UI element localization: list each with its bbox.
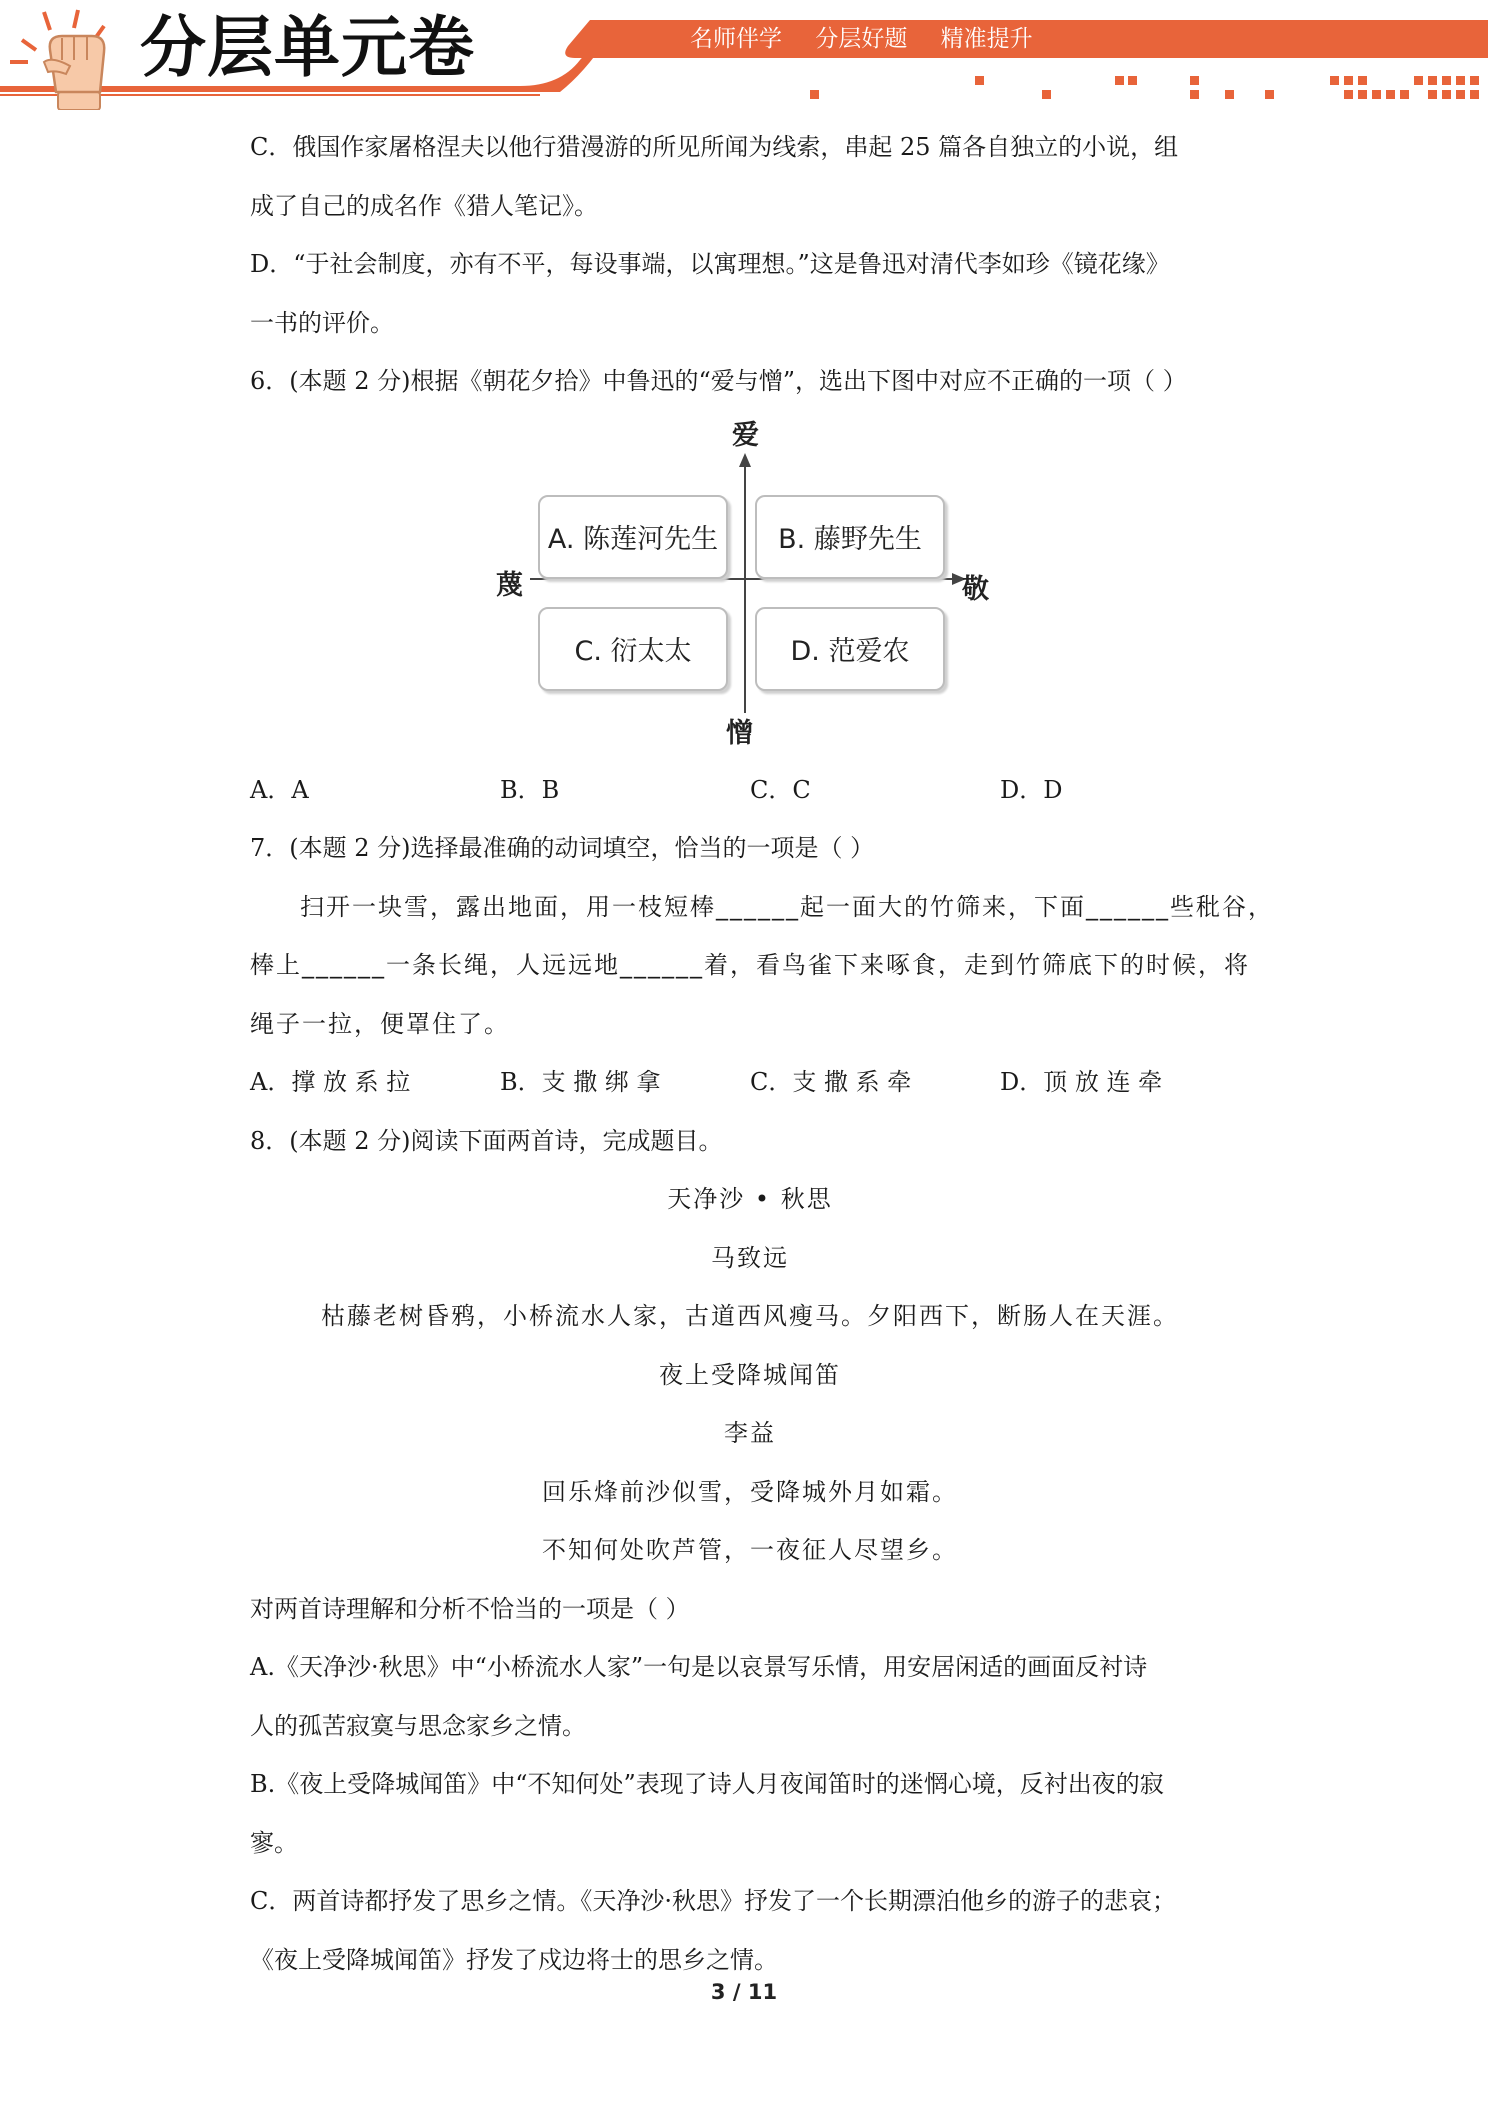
- poem2-line2: 不知何处吹芦管，一夜征人尽望乡。: [542, 1536, 958, 1564]
- brand-title: 分层单元卷: [140, 9, 475, 86]
- q6-option-a: A．A: [250, 775, 309, 804]
- q8-option-b-line2: 寥。: [250, 1828, 298, 1857]
- q6-option-d: D．D: [1000, 775, 1063, 804]
- header-pixel-pattern: [810, 76, 1479, 99]
- document-body: [250, 118, 1274, 1989]
- slogan-2: 分层好题: [815, 26, 908, 52]
- poem2-author: 李益: [724, 1419, 776, 1447]
- q5-option-d-line2: 一书的评价。: [250, 308, 394, 337]
- q7-option-b: B．支 撒 绑 拿: [500, 1068, 661, 1096]
- slogan-1: 名师伴学: [690, 26, 782, 52]
- q6-options: [250, 761, 1250, 820]
- vertical-arrow-icon: [739, 453, 751, 467]
- axis-label-bottom: 憎: [726, 717, 753, 749]
- q7-option-a: A．撑 放 系 拉: [250, 1068, 411, 1096]
- q7-options: [250, 1053, 1250, 1112]
- q8-option-b-line1: B.《夜上受降城闻笛》中“不知何处”表现了诗人月夜闻笛时的迷惘心境，反衬出夜的寂: [250, 1770, 1164, 1798]
- q8-stem: 8．(本题 2 分)阅读下面两首诗，完成题目。: [250, 1126, 723, 1155]
- q8-option-a-line1: A.《天净沙·秋思》中“小桥流水人家”一句是以哀景写乐情，用安居闲适的画面反衬诗: [250, 1653, 1148, 1681]
- quadrant-box-c: C. 衍太太: [538, 607, 728, 691]
- q7-option-d: D．顶 放 连 牵: [1000, 1068, 1163, 1096]
- love-hate-diagram: [250, 411, 1250, 761]
- q6-option-b: B．B: [500, 775, 560, 804]
- diagram-axes: [250, 411, 1250, 761]
- q8-option-c-line1: C．两首诗都抒发了思乡之情。《天净沙·秋思》抒发了一个长期漂泊他乡的游子的悲哀；: [250, 1887, 1176, 1915]
- q6-option-c: C．C: [750, 775, 811, 804]
- slogan-bar: [690, 24, 1059, 54]
- q7-passage-line3: 绳子一拉，便罩住了。: [250, 1009, 510, 1038]
- poem2-line1: 回乐烽前沙似雪，受降城外月如霜。: [542, 1477, 958, 1506]
- page-header: [0, 0, 1488, 110]
- quadrant-box-a: A. 陈莲河先生: [538, 495, 728, 579]
- q5-option-d-line1: D．“于社会制度，亦有不平，每设事端，以寓理想。”这是鲁迅对清代李如珍《镜花缘》: [250, 250, 1170, 278]
- quadrant-box-b: B. 藤野先生: [755, 495, 945, 579]
- q7-passage-line1: 扫开一块雪，露出地面，用一枝短棒______起一面大的竹筛来，下面______些秕谷，: [300, 892, 1274, 921]
- q7-passage-line2: 棒上______一条长绳，人远远地______着，看鸟雀下来啄食，走到竹筛底下的时候，将: [250, 951, 1250, 979]
- q8-option-a-line2: 人的孤苦寂寞与思念家乡之情。: [250, 1711, 586, 1740]
- q8-option-c-line2: 《夜上受降城闻笛》抒发了戍边将士的思乡之情。: [250, 1945, 778, 1974]
- axis-label-right: 敬: [962, 573, 989, 605]
- quadrant-box-d: D. 范爱农: [755, 607, 945, 691]
- axis-label-left: 蔑: [496, 569, 523, 601]
- poem1-author: 马致远: [711, 1243, 789, 1272]
- q5-option-c-line1: C．俄国作家屠格涅夫以他行猎漫游的所见所闻为线索，串起 25 篇各自独立的小说，组: [250, 133, 1179, 161]
- poem2-title: 夜上受降城闻笛: [659, 1360, 841, 1389]
- q8-question: 对两首诗理解和分析不恰当的一项是（ ）: [250, 1594, 690, 1623]
- poem1-line: 枯藤老树昏鸦，小桥流水人家，古道西风瘦马。夕阳西下，断肠人在天涯。: [321, 1302, 1179, 1330]
- page-number: 3 / 11: [710, 1980, 778, 2004]
- q5-option-c-line2: 成了自己的成名作《猎人笔记》。: [250, 191, 598, 220]
- q6-stem: 6．(本题 2 分)根据《朝花夕拾》中鲁迅的“爱与憎”，选出下图中对应不正确的一项（ ）: [250, 367, 1187, 395]
- axis-label-top: 爱: [732, 419, 759, 451]
- q7-option-c: C．支 撒 系 牵: [750, 1068, 912, 1096]
- slogan-3: 精准提升: [940, 26, 1033, 52]
- q7-stem: 7．(本题 2 分)选择最准确的动词填空，恰当的一项是（ ）: [250, 834, 875, 862]
- poem1-title: 天净沙 • 秋思: [667, 1185, 833, 1213]
